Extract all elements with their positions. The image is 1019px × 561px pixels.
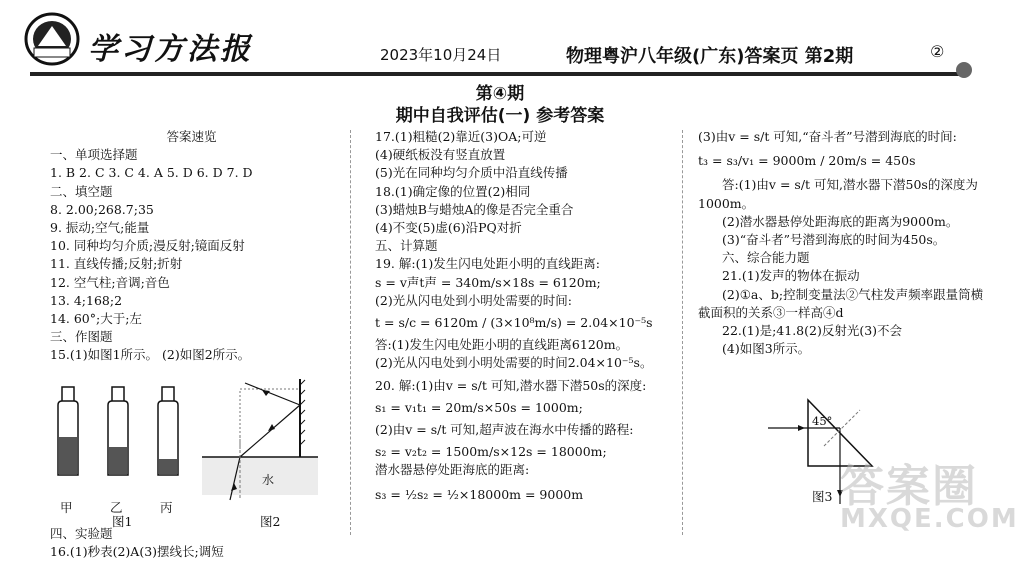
answer-line: 潜水器悬停处距海底的距离: (375, 462, 530, 478)
figure-3-caption: 图3 (812, 489, 833, 504)
formula-line: t₃ = s₃/v₁ = 9000m / 20m/s = 450s (698, 153, 916, 169)
answer-line: 17.(1)粗糙(2)靠近(3)OA;可逆 (375, 129, 547, 144)
answer-line: 22.(1)是;41.8(2)反射光(3)不会 (722, 323, 903, 339)
answer-line: (3)由v = s/t 可知,“奋斗者”号潜到海底的时间: (698, 129, 957, 144)
column-heading: 答案速览 (166, 129, 217, 144)
formula-line: s₃ = ½s₂ = ½×18000m = 9000m (375, 486, 584, 502)
answer-line: (5)光在同种均匀介质中沿直线传播 (375, 165, 568, 181)
answer-line: 答:(1)发生闪电处距小明的直线距离6120m。 (375, 337, 629, 353)
header-rule-dot (956, 62, 972, 78)
answer-line: 20. 解:(1)由v = s/t 可知,潜水器下潜50s的深度: (375, 377, 647, 393)
bottle-label: 乙 (110, 499, 123, 515)
column-divider (682, 130, 683, 535)
answer-line: 15.(1)如图1所示。 (2)如图2所示。 (50, 347, 251, 363)
masthead-title: 学习方法报 (88, 32, 253, 67)
answer-line: 1. B 2. C 3. C 4. A 5. D 6. D 7. D (50, 165, 253, 181)
answer-line: (2)潜水器悬停处距海底的距离为9000m。 (722, 213, 959, 229)
header-rule (30, 72, 960, 76)
answer-line: 一、单项选择题 (50, 147, 138, 163)
answer-line: 五、计算题 (375, 238, 438, 254)
answer-line: 1000m。 (698, 195, 755, 211)
column-divider (350, 130, 351, 535)
answer-column-1 (50, 128, 333, 561)
answer-line: 四、实验题 (50, 525, 113, 541)
answer-line: 9. 振动;空气;能量 (50, 220, 150, 236)
formula-line: s = v声t声 = 340m/s×18s = 6120m; (375, 274, 601, 290)
answer-line: 18.(1)确定像的位置(2)相同 (375, 183, 531, 199)
answer-line: 三、作图题 (50, 329, 113, 345)
answer-line: 答:(1)由v = s/t 可知,潜水器下潜50s的深度为 (722, 177, 978, 193)
answer-line: 10. 同种均匀介质;漫反射;镜面反射 (50, 238, 245, 254)
answer-line: (2)由v = s/t 可知,超声波在海水中传播的路程: (375, 422, 634, 438)
answer-line: 六、综合能力题 (722, 250, 810, 266)
answer-line: 11. 直线传播;反射;折射 (50, 256, 183, 272)
watermark-url-text: MXQE.COM (840, 504, 1019, 534)
section-title: 物理粤沪八年级(广东)答案页 第2期 (566, 46, 854, 67)
answer-column-3 (698, 128, 984, 358)
formula-line: s₁ = v₁t₁ = 20m/s×50s = 1000m; (375, 399, 583, 415)
page-header (0, 0, 1000, 74)
newspaper-logo-icon (24, 12, 80, 66)
answer-line: 16.(1)秒表(2)A(3)摆线长;调短 (50, 543, 224, 559)
issue-title: 第④期 (475, 84, 525, 104)
answer-line: 二、填空题 (50, 183, 113, 199)
figure-2-caption: 图2 (260, 513, 281, 529)
watermark (836, 448, 1019, 543)
page-subtitle: 期中自我评估(一) 参考答案 (395, 106, 605, 126)
answer-line: (2)①a、b;控制变量法②气柱发声频率跟量筒横 (722, 286, 984, 302)
answer-line: (2)光从闪电处到小明处需要的时间2.04×10⁻⁵s。 (375, 355, 653, 371)
answer-line: 12. 空气柱;音调;音色 (50, 274, 170, 290)
angle-label: 45° (812, 414, 833, 428)
answer-line: 19. 解:(1)发生闪电处距小明的直线距离: (375, 256, 600, 272)
answer-line: 8. 2.00;268.7;35 (50, 201, 154, 217)
answer-line: 13. 4;168;2 (50, 292, 123, 308)
answer-line: (2)光从闪电处到小明处需要的时间: (375, 292, 572, 308)
figure-2-refraction-diagram (200, 365, 330, 525)
bottle-label: 丙 (160, 499, 173, 515)
answer-line: 14. 60°;大于;左 (50, 311, 142, 327)
water-label: 水 (262, 472, 275, 487)
answer-line: (4)硬纸板没有竖直放置 (375, 147, 506, 163)
watermark-logo-text: 答案圈 (840, 461, 978, 512)
bottle-label: 甲 (60, 499, 73, 515)
bottle-jia (58, 387, 78, 475)
figure-area (50, 365, 333, 529)
formula-line: s₂ = v₂t₂ = 1500m/s×12s = 18000m; (375, 444, 607, 460)
answer-line: (3)蜡烛B与蜡烛A的像是否完全重合 (375, 201, 574, 217)
page-number: ② (930, 42, 945, 61)
issue-date: 2023年10月24日 (380, 46, 502, 64)
answer-line: (4)如图3所示。 (722, 341, 811, 357)
figure-1-caption: 图1 (112, 513, 133, 529)
answer-line: 21.(1)发声的物体在振动 (722, 268, 860, 284)
bottle-yi (108, 387, 128, 475)
formula-line: t = s/c = 6120m / (3×10⁸m/s) = 2.04×10⁻⁵s (375, 315, 653, 331)
answer-line: (3)“奋斗者”号潜到海底的时间为450s。 (722, 232, 946, 248)
answer-line: 截面积的关系③一样高④d (698, 304, 844, 320)
bottle-bing (158, 387, 178, 475)
answer-line: (4)不变(5)虚(6)沿PQ对折 (375, 220, 522, 236)
answer-column-2 (375, 128, 660, 504)
